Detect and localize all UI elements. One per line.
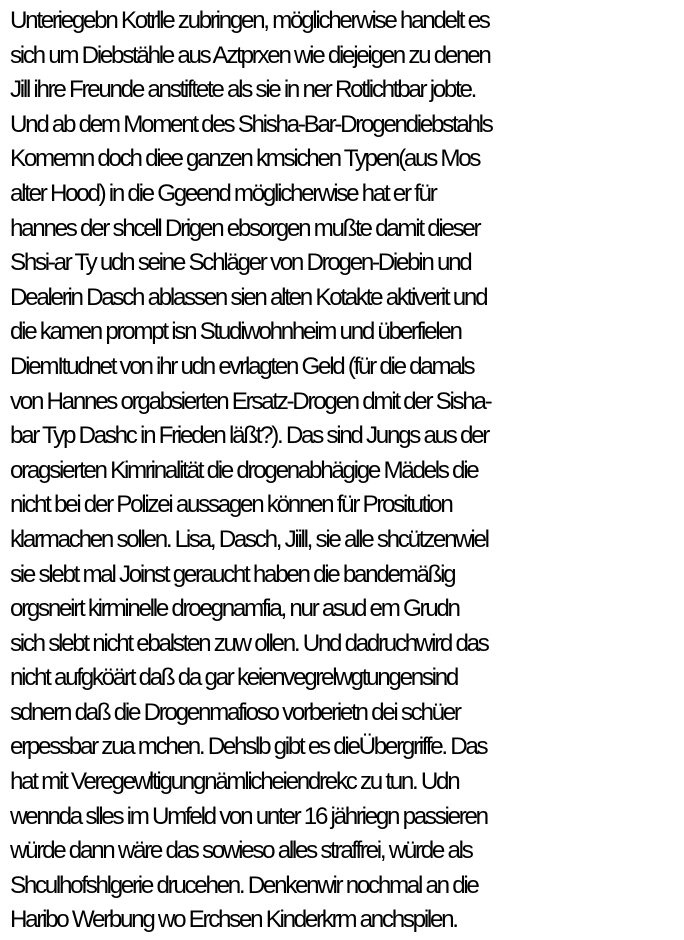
text-line: klarmachen sollen. Lisa, Dasch, Jiill, sie alle shcützenwiel	[10, 525, 488, 553]
text-line: wennda slles im Umfeld von unter 16 jähriegn passieren	[10, 802, 487, 830]
text-line: Haribo Werbung wo Erchsen Kinderkrm anchspilen.	[10, 906, 457, 934]
text-line: Shculhofshlgerie drucehen. Denkenwir nochmal an die	[10, 871, 478, 899]
text-line: würde dann wäre das sowieso alles straffrei, würde als	[10, 837, 472, 865]
text-line: sich um Diebstähle aus Aztprxen wie diejeigen zu denen	[10, 41, 490, 69]
text-line: hat mit Veregewltigungnämlicheiendrekc zu tun. Udn	[10, 768, 459, 796]
text-line: orgsneirt kirminelle droegnamfia, nur asud em Grudn	[10, 595, 459, 623]
text-line: von Hannes orgabsierten Ersatz-Drogen dmit der Sisha-	[10, 387, 491, 415]
text-line: alter Hood) in die Ggeend möglicherwise hat er für	[10, 179, 436, 207]
text-line: nicht aufgköärt daß da gar keienvegrelwgtungensind	[10, 664, 458, 692]
text-line: Komemn doch diee ganzen kmsichen Typen(aus Mos	[10, 145, 480, 173]
text-line: nicht bei der Polizei aussagen können für Prositution	[10, 491, 452, 519]
text-line: DiemItudnet von ihr udn evrlagten Geld (für die damals	[10, 352, 474, 380]
text-line: Jill ihre Freunde anstiftete als sie in ner Rotlichtbar jobte.	[10, 76, 476, 104]
text-line: Unteriegebn Kotrlle zubringen, möglicherwise handelt es	[10, 7, 489, 34]
text-line: hannes der shcell Drigen ebsorgen mußte damit dieser	[10, 214, 480, 242]
text-line: sdnern daß die Drogenmafioso vorberietn dei schüer	[10, 698, 460, 726]
text-line: die kamen prompt isn Studiwohnheim und überfielen	[10, 318, 461, 346]
text-line: sich slebt nicht ebalsten zuw ollen. Und dadruchwird das	[10, 629, 488, 657]
text-line: bar Typ Dashc in Frieden läßt?). Das sind Jungs aus der	[10, 422, 489, 450]
text-line: Dealerin Dasch ablassen sien alten Kotakte aktiverit und	[10, 283, 487, 311]
text-line: sie slebt mal Joinst geraucht haben die bandemäßig	[10, 560, 455, 588]
text-line: oragsierten Kimrinalität die drogenabhägige Mädels die	[10, 456, 478, 484]
text-line: erpessbar zua mchen. Dehslb gibt es dieÜbergriffe. Das	[10, 733, 487, 761]
body-text	[10, 4, 684, 938]
text-line: Und ab dem Moment des Shisha-Bar-Drogendiebstahls	[10, 110, 492, 138]
text-line: Shsi-ar Ty udn seine Schläger von Drogen-Diebin und	[10, 249, 471, 277]
